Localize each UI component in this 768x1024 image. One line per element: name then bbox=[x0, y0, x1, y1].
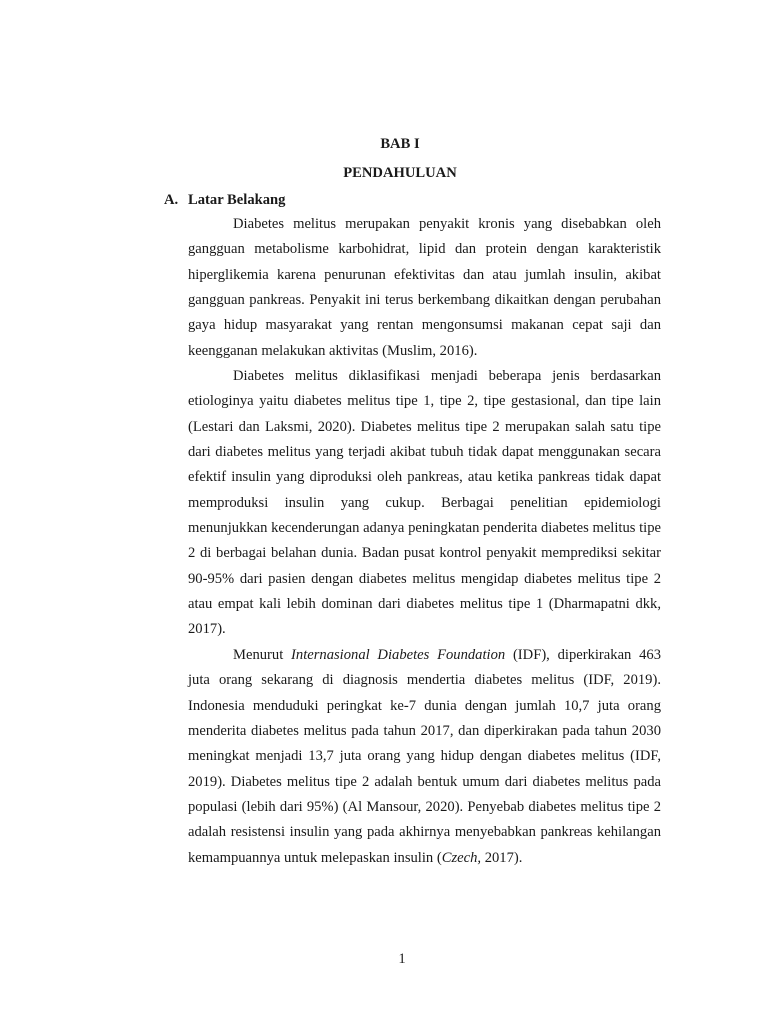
section-heading bbox=[164, 191, 285, 209]
idf-term: Internasional Diabetes Foundation bbox=[291, 647, 506, 663]
chapter-number: BAB I bbox=[380, 136, 420, 152]
section-title: Latar Belakang bbox=[188, 192, 286, 208]
citation-author: Czech, bbox=[441, 849, 482, 866]
chapter-title: PENDAHULUAN bbox=[343, 165, 457, 181]
paragraph-1-block bbox=[188, 212, 661, 364]
section-letter: A. bbox=[164, 192, 179, 208]
paragraph-1: Diabetes melitus merupakan penyakit kronis yang disebabkan oleh gangguan metabolisme karbohidrat, lipid dan protein dengan karakteristik hiperglikemia karena penurunan efektivitas dan atau jumlah insulin, akibat gangguan pankreas. Penyakit ini terus berkembang dikaitkan dengan perubahan gaya hidup masyarakat yang rentan mengonsumsi makanan cepat saji dan keengganan melakukan aktivitas (Muslim, 2016). bbox=[188, 216, 661, 359]
paragraph-2: Diabetes melitus diklasifikasi menjadi beberapa jenis berdasarkan etiologinya yaitu diabetes melitus tipe 1, tipe 2, tipe gestasional, dan tipe lain (Lestari dan Laksmi, 2020). Diabetes melitus tipe 2 merupakan salah satu tipe dari diabetes melitus yang terjadi akibat tubuh tidak dapat menggunakan secara efektif insulin yang diproduksi oleh pankreas, atau ketika pankreas tidak dapat memproduksi insulin yang cukup. Berbagai penelitian epidemiologi menunjukkan kecenderungan adanya peningkatan penderita diabetes melitus tipe 2 di berbagai belahan dunia. Badan pusat kontrol penyakit memprediksi sekitar 90-95% dari pasien dengan diabetes melitus mengidap diabetes melitus tipe 2 atau empat kali lebih dominan dari diabetes melitus tipe 1 (Dharmapatni dkk, 2017). bbox=[188, 368, 661, 638]
paragraph-3 bbox=[188, 643, 661, 871]
paragraph-3-body: (IDF), diperkirakan 463 juta orang sekarang di diagnosis mendertia diabetes melitus (IDF, 2019). Indonesia menduduki peringkat ke-7 dunia dengan jumlah 10,7 juta orang menderita diabetes melitus pada tahun 2017, dan diperkirakan pada tahun 2030 meningkat menjadi 13,7 juta orang yang hidup dengan diabetes melitus (IDF, 2019). Diabetes melitus tipe 2 adalah bentuk umum dari diabetes melitus pada populasi (lebih dari 95%) (Al Mansour, 2020). Penyebab diabetes melitus tipe 2 adalah resistensi insulin yang pada akhirnya menyebabkan pankreas kehilangan kemampuannya untuk melepaskan insulin ( bbox=[188, 647, 661, 866]
citation-tail: 2017). bbox=[481, 849, 523, 866]
paragraph-3-block bbox=[188, 643, 661, 871]
paragraph-3-intro: Menurut bbox=[233, 647, 292, 663]
paragraph-2-block bbox=[188, 364, 661, 643]
page-number: 1 bbox=[398, 951, 406, 967]
